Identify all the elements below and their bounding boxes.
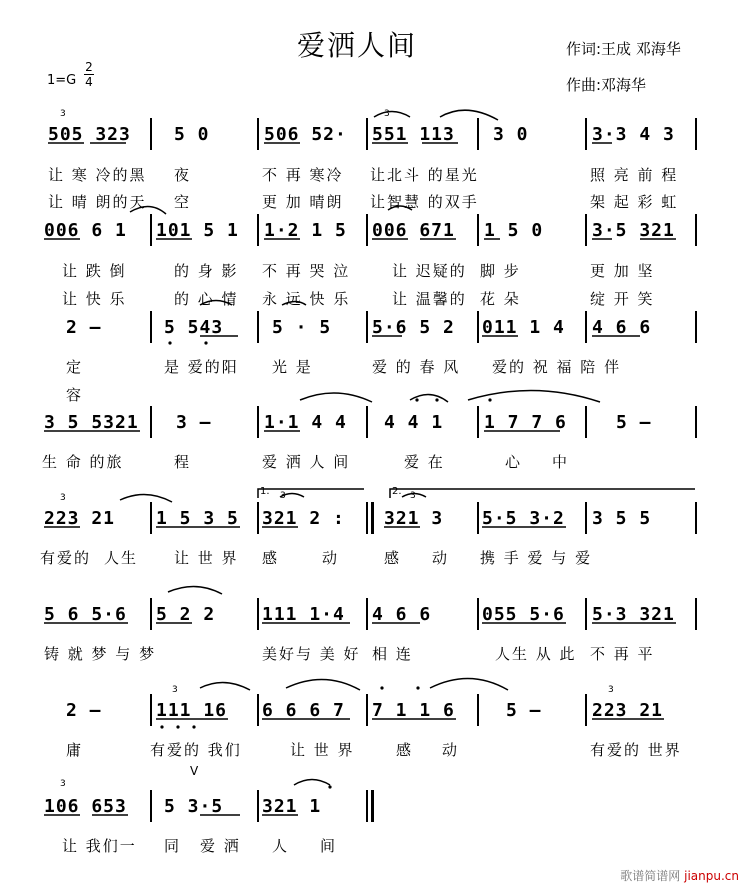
lyric: 美好与 美 好 xyxy=(262,645,361,663)
lyric: 庸 xyxy=(66,741,84,759)
lyric: 夜 xyxy=(174,166,192,184)
volta-2-label: 2. xyxy=(392,486,402,497)
lyric: 人生 xyxy=(104,549,139,567)
notes-measure: 101 5 1 xyxy=(156,220,239,241)
watermark-site: jianpu.cn xyxy=(684,869,739,883)
watermark-text: 歌谱简谱网 xyxy=(620,869,681,883)
notes-measure: 2 – xyxy=(66,700,102,721)
notes-measure: 5 0 xyxy=(174,124,210,145)
notes-measure: 111 16 xyxy=(156,700,228,721)
notes-measure: 1·1 4 4 xyxy=(264,412,347,433)
svg-text:3: 3 xyxy=(384,109,390,119)
notes-measure: 3·3 4 3 xyxy=(592,124,675,145)
notes-measure: 3·5 321 xyxy=(592,220,675,241)
lyric: 让智慧 的双手 xyxy=(370,193,479,211)
notes-measure: 011 1 4 xyxy=(482,317,565,338)
lyric: 让 晴 朗的天 xyxy=(48,193,147,211)
lyric: 不 再 寒冷 xyxy=(262,166,344,184)
lyric: 永 远 快 乐 xyxy=(262,290,351,308)
lyric: 不 再 哭 泣 xyxy=(262,262,351,280)
lyric: 感 xyxy=(396,741,414,759)
notes-measure: 5 543 xyxy=(164,317,224,338)
lyric: 让 我们一 xyxy=(62,837,137,855)
lyric: 同 xyxy=(164,837,182,855)
lyricist-credit: 作词:王成 邓海华 xyxy=(566,40,681,58)
lyric: 花 朵 xyxy=(480,290,521,308)
notes-measure: 5 – xyxy=(506,700,542,721)
lyric: 生 命 的旅 xyxy=(42,453,124,471)
time-signature-bottom: 4 xyxy=(85,75,93,89)
notes-measure: 3 5 5321 xyxy=(44,412,139,433)
notes-measure: 3 0 xyxy=(493,124,529,145)
notes-measure: 1 7 7 6 xyxy=(484,412,567,433)
lyric: 的 身 影 xyxy=(174,262,239,280)
notes-measure: 223 21 xyxy=(44,508,116,529)
notes-measure: 2 – xyxy=(66,317,102,338)
composer-credit: 作曲:邓海华 xyxy=(566,76,647,94)
lyric: 感 xyxy=(384,549,402,567)
notes-measure: 5 6 5·6 xyxy=(44,604,127,625)
notes-measure: 3 5 5 xyxy=(592,508,652,529)
lyric: 绽 开 笑 xyxy=(590,290,655,308)
notes-measure: 1 5 0 xyxy=(484,220,544,241)
lyric: 有爱的 xyxy=(40,549,92,567)
lyric: 让 跌 倒 xyxy=(62,262,127,280)
lyric: 的 心 情 xyxy=(174,290,239,308)
notes-measure: 5·3 321 xyxy=(592,604,675,625)
notes-measure: 4 4 1 xyxy=(384,412,444,433)
lyric: 动 xyxy=(322,549,340,567)
lyric: 铸 就 梦 与 梦 xyxy=(44,645,157,663)
song-title: 爱洒人间 xyxy=(297,29,418,62)
notes-measure: 5 – xyxy=(616,412,652,433)
svg-text:3: 3 xyxy=(280,491,286,501)
lyric: 脚 步 xyxy=(480,262,521,280)
lyric: 照 亮 前 程 xyxy=(590,166,679,184)
lyric: 让 世 界 xyxy=(174,549,239,567)
lyric: 让北斗 的星光 xyxy=(370,166,479,184)
notes-measure: 055 5·6 xyxy=(482,604,565,625)
lyric: 让 快 乐 xyxy=(62,290,127,308)
lyric: 更 加 晴朗 xyxy=(262,193,344,211)
lyric: 人生 从 此 xyxy=(495,645,577,663)
lyric: 是 爱的阳 xyxy=(164,358,239,376)
watermark xyxy=(620,867,739,884)
notes-measure: 7 1 1 6 xyxy=(372,700,455,721)
notes-measure: 5 2 2 xyxy=(156,604,216,625)
notes-measure: 5 3·5 xyxy=(164,796,224,817)
lyric: 光 是 xyxy=(272,358,313,376)
notes-measure: 1·2 1 5 xyxy=(264,220,347,241)
notes-measure: 505 323 xyxy=(48,124,131,145)
svg-text:3: 3 xyxy=(410,491,416,501)
notes-measure: 111 1·4 xyxy=(262,604,345,625)
notes-measure: 3 – xyxy=(176,412,212,433)
lyric: 程 xyxy=(174,453,192,471)
notes-measure: 6 6 6 7 xyxy=(262,700,345,721)
lyric: 感 xyxy=(262,549,280,567)
notes-measure: 106 653 xyxy=(44,796,127,817)
notes-measure: 006 6 1 xyxy=(44,220,127,241)
svg-text:3: 3 xyxy=(608,685,614,695)
lyric: 让 迟疑的 xyxy=(392,262,467,280)
notes-measure: 321 1 xyxy=(262,796,322,817)
notes-measure: 4 6 6 xyxy=(592,317,652,338)
notes-measure: 321 2 : xyxy=(262,508,345,529)
lyric: 更 加 坚 xyxy=(590,262,655,280)
lyric: 爱 洒 人 间 xyxy=(262,453,351,471)
notes-measure: 1 5 3 5 xyxy=(156,508,239,529)
svg-text:3: 3 xyxy=(60,493,66,503)
lyric: 容 xyxy=(66,386,84,404)
lyric: 让 世 界 xyxy=(290,741,355,759)
lyric: 空 xyxy=(174,193,192,211)
svg-text:3: 3 xyxy=(60,779,66,789)
lyric: 心 xyxy=(505,453,523,471)
lyric: 让 寒 冷的黑 xyxy=(48,166,147,184)
notes-measure: 551 113 xyxy=(372,124,455,145)
lyric: 爱 在 xyxy=(404,453,445,471)
notes-measure: 223 21 xyxy=(592,700,664,721)
lyric: 让 温馨的 xyxy=(392,290,467,308)
lyric: 架 起 彩 虹 xyxy=(590,193,679,211)
lyric: 不 再 平 xyxy=(590,645,655,663)
notes-measure: 5 · 5 xyxy=(272,317,332,338)
notes-measure: 4 6 6 xyxy=(372,604,432,625)
lyric: 爱 的 春 风 xyxy=(372,358,461,376)
svg-text:3: 3 xyxy=(172,685,178,695)
lyric: 人 xyxy=(272,837,290,855)
notes-measure: 5·5 3·2 xyxy=(482,508,565,529)
notes-measure: 5·6 5 2 xyxy=(372,317,455,338)
notes-measure: 506 52· xyxy=(264,124,347,145)
lyric: 中 xyxy=(552,453,570,471)
lyric: 有爱的 我们 xyxy=(150,741,242,759)
lyric: 定 xyxy=(66,358,84,376)
lyric: 有爱的 世界 xyxy=(590,741,682,759)
svg-text:3: 3 xyxy=(60,109,66,119)
lyric: 动 xyxy=(442,741,460,759)
lyric: 爱 洒 xyxy=(200,837,241,855)
lyric: 相 连 xyxy=(372,645,413,663)
key-signature: 1=G xyxy=(47,73,77,88)
lyric: 间 xyxy=(320,837,338,855)
breath-mark: V xyxy=(190,764,199,778)
volta-1-label: 1. xyxy=(260,486,270,497)
notes-measure: 006 671 xyxy=(372,220,455,241)
notes-measure: 321 3 xyxy=(384,508,444,529)
lyric: 携 手 爱 与 爱 xyxy=(480,549,593,567)
lyric: 爱的 祝 福 陪 伴 xyxy=(492,358,622,376)
lyric: 动 xyxy=(432,549,450,567)
time-signature-top: 2 xyxy=(85,60,93,74)
